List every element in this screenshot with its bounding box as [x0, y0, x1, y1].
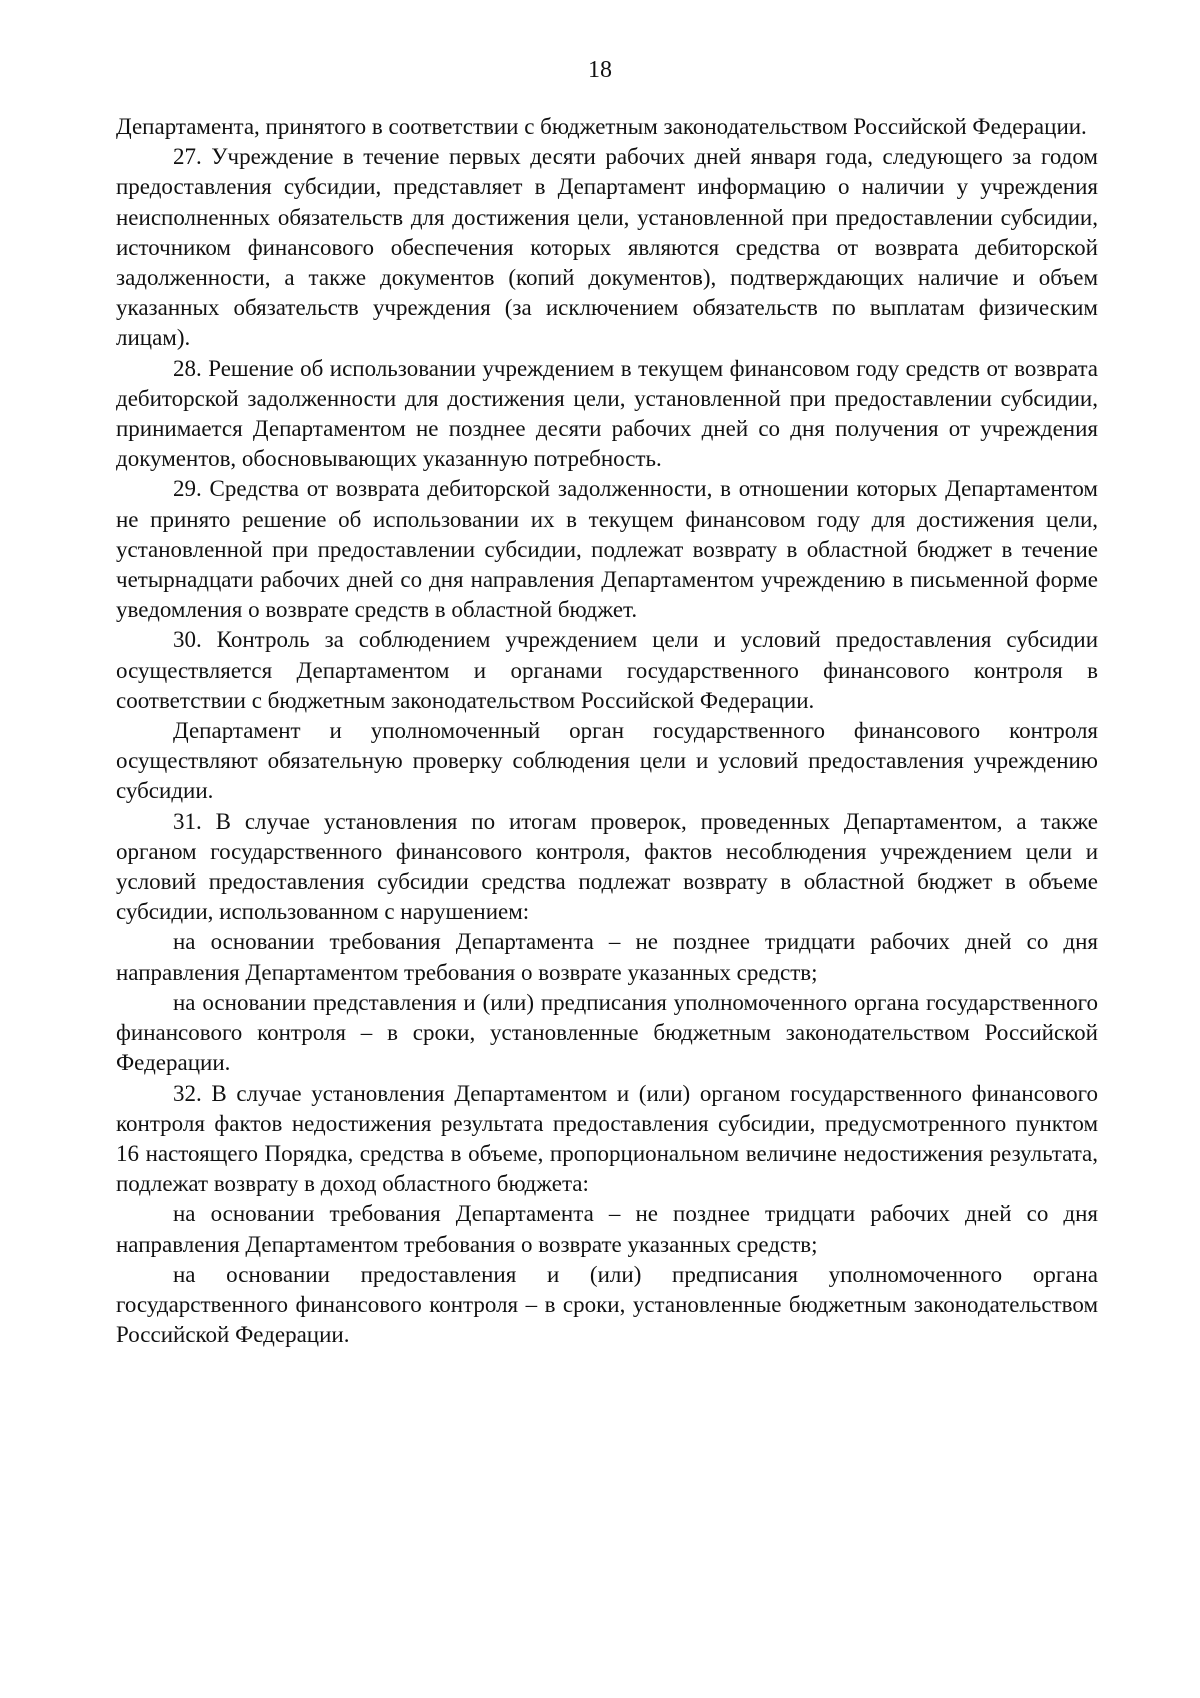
- paragraph-31-requirement: на основании требования Департамента – не позднее тридцати рабочих дней со дня направления Департаментом требования о возврате указанных средств;: [116, 929, 1098, 985]
- paragraph-30-inspection: Департамент и уполномоченный орган государственного финансового контроля осуществляют обязательную проверку соблюдения цели и условий предоставления учреждению субсидии.: [116, 718, 1098, 804]
- paragraph-29: 29. Средства от возврата дебиторской задолженности, в отношении которых Департаментом не принято решение об использовании их в текущем финансовом году для достижения цели, установленной при предоставлении субсидии, подлежат возврату в областной бюджет в течение четырнадцати рабочих дней со дня направления Департаментом учреждению в письменной форме уведомления о возврате средств в областной бюджет.: [116, 476, 1098, 623]
- page-number: 18: [588, 57, 612, 83]
- paragraph-31: 31. В случае установления по итогам проверок, проведенных Департаментом, а также органом государственного финансового контроля, фактов несоблюдения учреждением цели и условий предоставления субсидии средства подлежат возврату в областной бюджет в объеме субсидии, использованном с нарушением:: [116, 808, 1098, 925]
- paragraph-32-prescription: на основании предоставления и (или) предписания уполномоченного органа государственного финансового контроля – в сроки, установленные бюджетным законодательством Российской Федерации.: [116, 1261, 1098, 1348]
- paragraph-32-requirement: на основании требования Департамента – не позднее тридцати рабочих дней со дня направления Департаментом требования о возврате указанных средств;: [116, 1201, 1098, 1257]
- paragraph-28: 28. Решение об использовании учреждением в текущем финансовом году средств от возврата дебиторской задолженности для достижения цели, установленной при предоставлении субсидии, принимается Департаментом не позднее десяти рабочих дней со дня получения от учреждения документов, обосновывающих указанную потребность.: [116, 355, 1098, 472]
- paragraph-32: 32. В случае установления Департаментом и (или) органом государственного финансового контроля фактов недостижения результата предоставления субсидии, предусмотренного пунктом 16 настоящего Порядка, средства в объеме, пропорциональном величине недостижения результата, подлежат возврату в доход областного бюджета:: [116, 1080, 1098, 1197]
- document-body: [116, 112, 1098, 1350]
- paragraph-31-prescription: на основании представления и (или) предписания уполномоченного органа государственного финансового контроля – в сроки, установленные бюджетным законодательством Российской Федерации.: [116, 989, 1098, 1076]
- paragraph-continuation: Департамента, принятого в соответствии с бюджетным законодательством Российской Федерации.: [116, 114, 1087, 139]
- paragraph-30: 30. Контроль за соблюдением учреждением цели и условий предоставления субсидии осуществляется Департаментом и органами государственного финансового контроля в соответствии с бюджетным законодательством Российской Федерации.: [116, 627, 1098, 713]
- paragraph-27: 27. Учреждение в течение первых десяти рабочих дней января года, следующего за годом предоставления субсидии, представляет в Департамент информацию о наличии у учреждения неисполненных обязательств для достижения цели, установленной при предоставлении субсидии, источником финансового обеспечения которых являются средства от возврата дебиторской задолженности, а также документов (копий документов), подтверждающих наличие и объем указанных обязательств учреждения (за исключением обязательств по выплатам физическим лицам).: [116, 144, 1098, 351]
